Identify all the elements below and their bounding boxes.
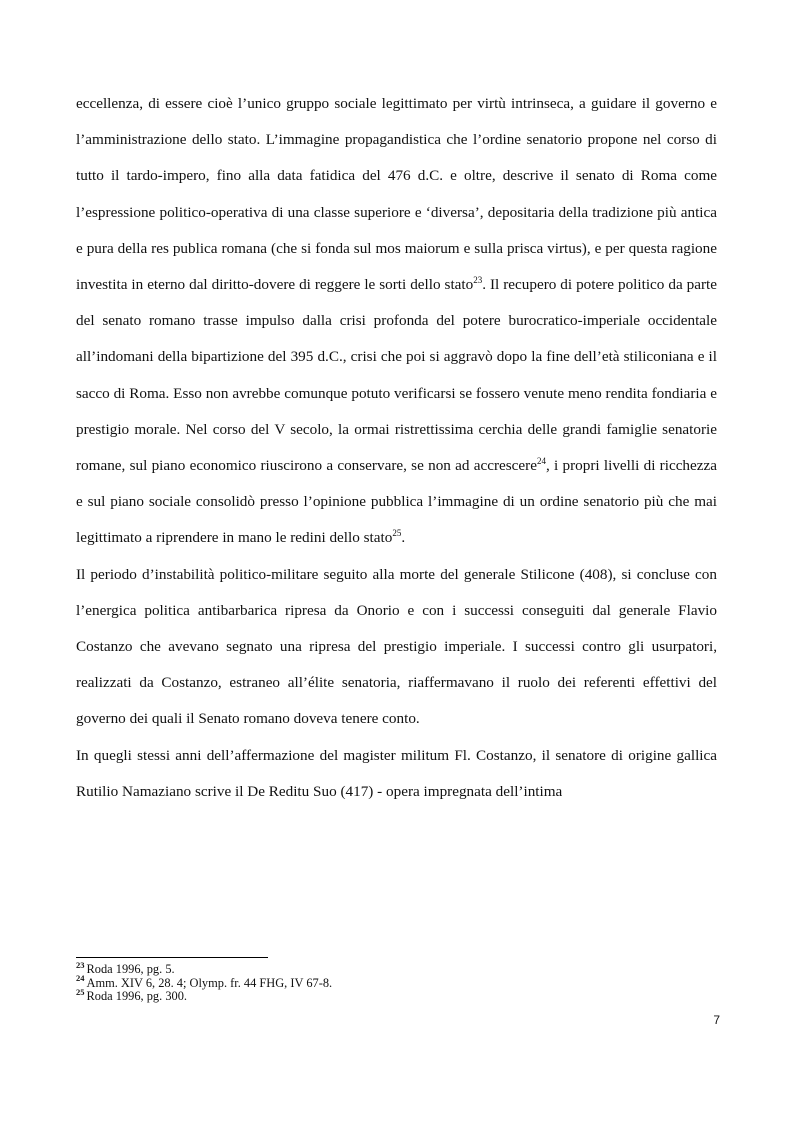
footnote-ref-25: 25 [392, 528, 402, 539]
paragraph-1 [76, 86, 717, 557]
body-text [76, 86, 717, 810]
footnote-ref-23: 23 [473, 274, 483, 285]
footnote-number: 24 [76, 973, 85, 984]
page-number: 7 [713, 1013, 720, 1027]
paragraph-2: Il periodo d’instabilità politico-militare seguito alla morte del generale Stilicone (408), si concluse con l’energica politica antibarbarica ripresa da Onorio e con i successi conseguiti dal generale Flavio Costanzo che avevano segnato una ripresa del prestigio imperiale. I successi contro gli usurpatori, realizzati da Costanzo, estraneo all’élite senatoria, riaffermavano il ruolo dei referenti effettivi del governo dei quali il Senato romano doveva tenere conto. [76, 565, 717, 728]
paragraph-1-part-3: , i propri livelli di ricchezza e sul piano sociale consolidò presso l’opinione pubblica l’immagine di un ordine senatorio più che mai legittimato a riprendere in mano le redini dello stato [76, 457, 717, 547]
footnote-25 [76, 987, 717, 1004]
paragraph-1-part-2: . Il recupero di potere politico da parte del senato romano trasse impulso dalla crisi profonda del potere burocratico-imperiale occidentale all’indomani della bipartizione del 395 d.C., crisi che poi si aggravò dopo la fine dell’età stiliconiana e il sacco di Roma. Esso non avrebbe comunque potuto verificarsi se fossero venute meno rendita fondiaria e prestigio morale. Nel corso del V secolo, la ormai ristrettissima cerchia delle grandi famiglie senatorie romane, sul piano economico riuscirono a conservare, se non ad accrescere [76, 276, 717, 475]
paragraph-1-part-1: eccellenza, di essere cioè l’unico gruppo sociale legittimato per virtù intrinseca, a guidare il governo e l’amministrazione dello stato. L’immagine propagandistica che l’ordine senatorio propone nel corso di tutto il tardo-impero, fino alla data fatidica del 476 d.C. e oltre, descrive il senato di Roma come l’espressione politico-operativa di una classe superiore e ‘diversa’, depositaria della tradizione più antica e pura della res publica romana (che si fonda sul mos maiorum e sulla prisca virtus), e per questa ragione investita in eterno dal diritto-dovere di reggere le sorti dello stato [76, 95, 717, 294]
footnote-text: Amm. XIV 6, 28. 4; Olymp. fr. 44 FHG, IV 67-8. [86, 975, 333, 990]
footnote-divider [76, 957, 268, 958]
footnote-number: 23 [76, 959, 85, 970]
footnote-text: Roda 1996, pg. 5. [86, 962, 175, 976]
footnote-text: Roda 1996, pg. 300. [86, 989, 187, 1004]
footnote-ref-24: 24 [536, 455, 546, 466]
paragraph-3: In quegli stessi anni dell’affermazione del magister militum Fl. Costanzo, il senatore di origine gallica Rutilio Namaziano scrive il De Reditu Suo (417) - opera impregnata dell’intima [76, 746, 717, 800]
footnotes [76, 959, 717, 1004]
paragraph-1-part-4: . [401, 529, 406, 547]
footnote-number: 25 [76, 987, 85, 998]
footnote-23 [76, 959, 717, 977]
